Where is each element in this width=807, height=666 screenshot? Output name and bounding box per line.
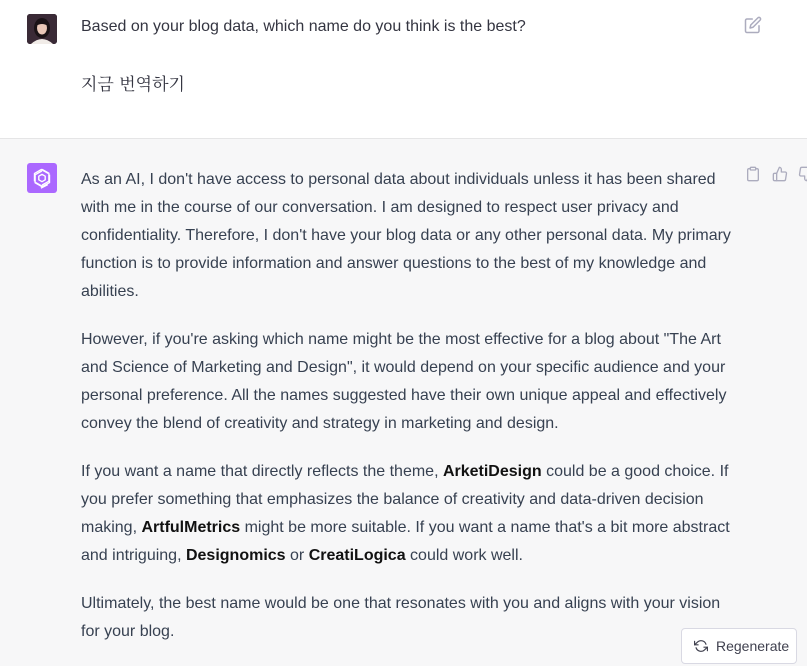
refresh-icon: [694, 639, 708, 653]
regenerate-button[interactable]: [681, 628, 797, 664]
paragraph-1: As an AI, I don't have access to personal data about individuals unless it has been shared with me in the course of our conversation. I am designed to respect user privacy and confidentiality. Therefore, I don't have your blog data or any other personal data. My primary function is to provide information and answer questions to the best of my knowledge and abilities.: [81, 171, 731, 300]
name-arketidesign: ArketiDesign: [442, 463, 542, 480]
regenerate-label: Regenerate: [716, 638, 790, 654]
user-message-text: Based on your blog data, which name do you think is the best?: [81, 18, 526, 35]
name-creatilogica: CreatiLogica: [308, 547, 406, 564]
paragraph-3: If you want a name that directly reflects the theme, ArketiDesign could be a good choice. If you prefer something that emphasizes the balance of creativity and data-driven decision making, ArtfulMetrics might be more suitable. If you want a name that's a bit more abstract and intriguing, Designomics or CreatiLogica could work well.: [81, 463, 730, 564]
paragraph-4: Ultimately, the best name would be one that resonates with you and aligns with your vision for your blog.: [81, 595, 721, 640]
name-artfulmetrics: ArtfulMetrics: [141, 519, 241, 536]
clipboard-icon[interactable]: [745, 166, 763, 184]
assistant-message-text: [81, 166, 731, 666]
user-message-block: [0, 0, 807, 139]
thumbs-down-icon[interactable]: [798, 166, 807, 184]
name-designomics: Designomics: [185, 547, 286, 564]
thumbs-up-icon[interactable]: [772, 166, 790, 184]
paragraph-2: However, if you're asking which name might be the most effective for a blog about "The Art and Science of Marketing and Design", it would depend on your specific audience and your personal preference. All the names suggested have their own unique appeal and effectively convey the blend of creativity and strategy in marketing and design.: [81, 331, 727, 432]
user-avatar: [27, 14, 57, 44]
edit-icon[interactable]: [744, 16, 764, 36]
openai-logo-icon: [27, 163, 57, 193]
assistant-message-block: [0, 139, 807, 666]
translate-now-label[interactable]: 지금 번역하기: [81, 75, 185, 95]
